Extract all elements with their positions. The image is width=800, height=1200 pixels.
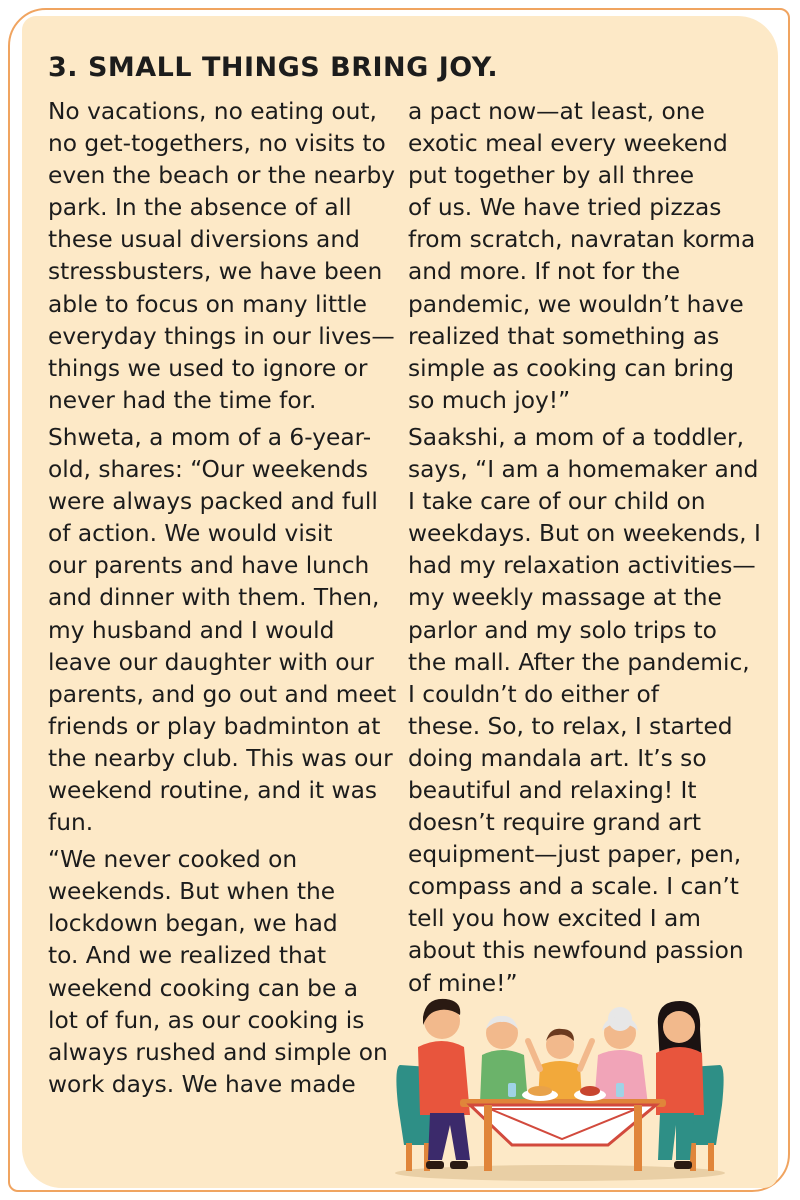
text-line: lot of fun, as our cooking is [48, 1006, 365, 1034]
text-line: a pact now—at least, one [408, 98, 705, 125]
text-line: these. So, to relax, I started [408, 712, 733, 740]
text-line: doing mandala art. It’s so [408, 744, 707, 772]
text-line: exotic meal every weekend [408, 130, 728, 158]
text-line: never had the time for. [48, 386, 317, 414]
text-line: were always packed and full [48, 488, 378, 516]
text-line: I couldn’t do either of [408, 680, 659, 708]
text-line: so much joy!” [408, 386, 571, 414]
text-line: Saakshi, a mom of a toddler, [408, 423, 745, 451]
left-column [48, 96, 397, 1106]
text-line: park. In the absence of all [48, 194, 352, 222]
text-line: my husband and I would [48, 616, 335, 644]
text-line: friends or play badminton at [48, 712, 381, 740]
text-line: stressbusters, we have been [48, 258, 383, 286]
text-line: able to focus on many little [48, 290, 368, 318]
text-line: no get-togethers, no visits to [48, 130, 386, 158]
text-line: compass and a scale. I can’t [408, 873, 739, 901]
text-line: beautiful and relaxing! It [408, 776, 697, 804]
text-line: work days. We have made [48, 1070, 356, 1098]
text-line: weekend routine, and it was [48, 776, 377, 804]
text-line: leave our daughter with our [48, 648, 374, 676]
text-line: even the beach or the nearby [48, 162, 396, 190]
family-dinner-illustration [390, 995, 730, 1185]
text-line: parents, and go out and meet [48, 680, 397, 708]
text-line: realized that something as [408, 322, 720, 350]
text-line: pandemic, we wouldn’t have [408, 290, 744, 318]
text-line: weekdays. But on weekends, I [408, 520, 761, 548]
text-line: lockdown began, we had [48, 910, 338, 938]
text-line: fun. [48, 809, 94, 837]
text-line: always rushed and simple on [48, 1038, 388, 1066]
text-line: “We never cooked on [48, 846, 298, 874]
text-line: parlor and my solo trips to [408, 616, 717, 644]
text-line: to. And we realized that [48, 942, 327, 970]
text-line: I take care of our child on [408, 488, 706, 516]
paragraph [48, 96, 396, 417]
text-line: weekend cooking can be a [48, 974, 358, 1002]
text-line: doesn’t require grand art [408, 809, 702, 837]
text-line: the nearby club. This was our [48, 744, 393, 772]
text-line: tell you how excited I am [408, 905, 701, 933]
paragraph [408, 422, 760, 1000]
paragraph [408, 96, 760, 417]
text-line: weekends. But when the [48, 878, 336, 906]
text-line: of us. We have tried pizzas [408, 194, 722, 222]
text-line: old, shares: “Our weekends [48, 456, 369, 484]
text-line: of mine!” [408, 969, 518, 997]
text-line: our parents and have lunch [48, 552, 370, 580]
text-line: things we used to ignore or [48, 354, 368, 382]
text-line: these usual diversions and [48, 226, 360, 254]
text-line: the mall. After the pandemic, [408, 648, 750, 676]
text-line: put together by all three [408, 162, 695, 190]
text-line: of action. We would visit [48, 520, 333, 548]
text-line: and dinner with them. Then, [48, 584, 380, 612]
text-line: from scratch, navratan korma [408, 226, 756, 254]
right-column [408, 96, 760, 1005]
text-line: simple as cooking can bring [408, 354, 735, 382]
text-line: and more. If not for the [408, 258, 681, 286]
text-line: equipment—just paper, pen, [408, 841, 742, 869]
text-line: had my relaxation activities— [408, 552, 756, 580]
text-line: about this newfound passion [408, 937, 744, 965]
section-heading: 3. SMALL THINGS BRING JOY. [48, 52, 499, 83]
text-line: my weekly massage at the [408, 584, 722, 612]
paragraph [48, 422, 397, 839]
paragraph [48, 844, 393, 1101]
text-line: No vacations, no eating out, [48, 98, 377, 125]
text-line: says, “I am a homemaker and [408, 456, 759, 484]
text-line: everyday things in our lives— [48, 322, 395, 350]
text-line: Shweta, a mom of a 6-year- [48, 423, 372, 451]
